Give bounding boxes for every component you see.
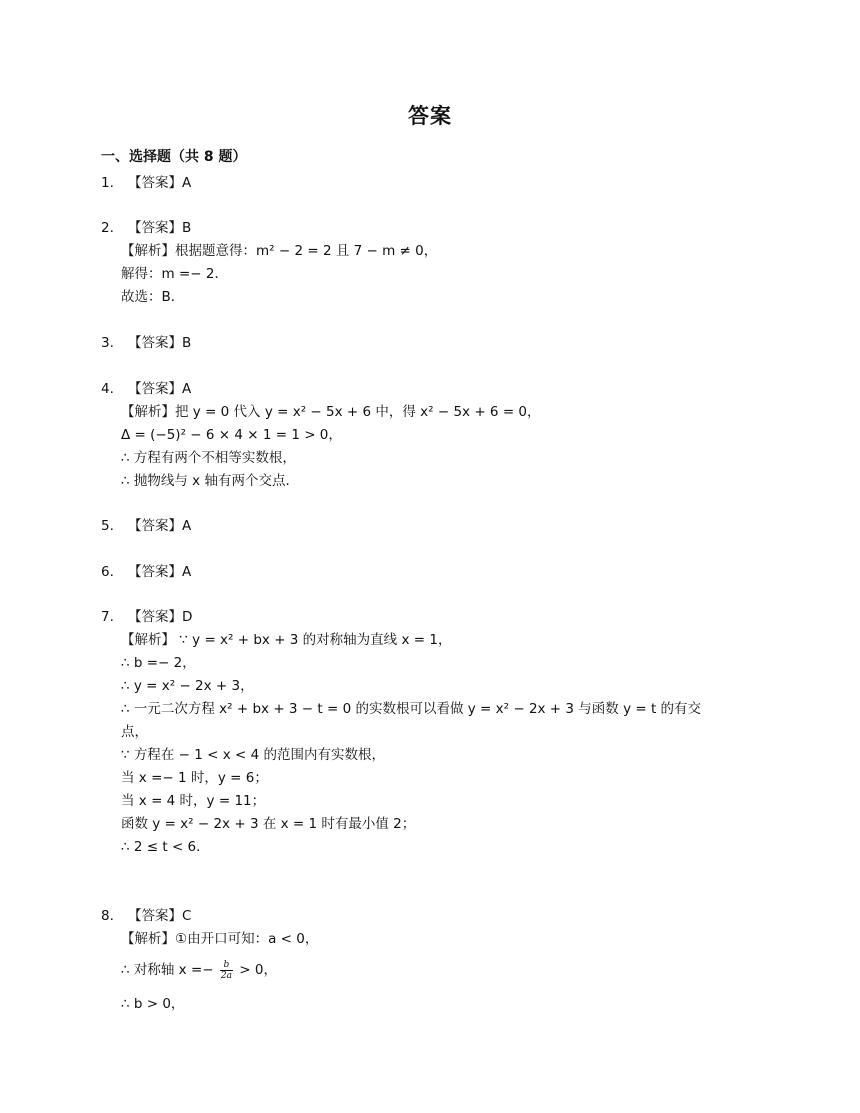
question-number: 1. <box>101 175 114 191</box>
explanation-line: 故选：B． <box>121 289 185 305</box>
explanation-line: ∴ 一元二次方程 x² + bx + 3 − t = 0 的实数根可以看做 y = x² − 2x + 3 与函数 y = t 的有交 <box>121 701 702 717</box>
answer-label: 【答案】C <box>128 908 192 924</box>
fraction-numerator: b <box>220 960 233 971</box>
question-8 <box>101 905 318 1016</box>
explanation-line: Δ = (−5)² − 6 × 4 × 1 = 1 > 0， <box>121 427 342 443</box>
explanation-line: ∴ 抛物线与 x 轴有两个交点． <box>121 473 299 489</box>
answer-label: 【答案】D <box>128 609 193 625</box>
question-number: 2. <box>101 220 114 236</box>
symmetry-prefix: ∴ 对称轴 x =− <box>121 962 214 978</box>
answer-label: 【答案】A <box>128 381 192 397</box>
answer-label: 【答案】B <box>128 335 192 351</box>
explanation-line: 点， <box>121 724 148 740</box>
explanation-line: 【解析】①由开口可知：a < 0， <box>121 931 319 947</box>
question-2 <box>101 217 437 309</box>
question-number: 5. <box>101 518 114 534</box>
answer-label: 【答案】A <box>128 518 192 534</box>
explanation-line: 【解析】根据题意得：m² − 2 = 2 且 7 − m ≠ 0， <box>121 243 438 259</box>
question-5 <box>101 515 191 538</box>
explanation-line: ∴ b =− 2， <box>121 655 196 671</box>
page-title: 答案 <box>408 104 452 128</box>
question-6 <box>101 561 191 584</box>
explanation-line: 函数 y = x² − 2x + 3 在 x = 1 时有最小值 2； <box>121 816 416 832</box>
question-4 <box>101 378 541 493</box>
answer-label: 【答案】B <box>128 220 192 236</box>
fraction <box>220 960 233 981</box>
question-number: 7. <box>101 609 114 625</box>
question-number: 3. <box>101 335 114 351</box>
question-7 <box>101 606 701 859</box>
answer-label: 【答案】A <box>128 564 192 580</box>
symmetry-suffix: > 0， <box>239 962 277 978</box>
explanation-line: ∵ 方程在 − 1 < x < 4 的范围内有实数根， <box>121 747 386 763</box>
fraction-denominator: 2a <box>220 970 232 981</box>
question-number: 8. <box>101 908 114 924</box>
explanation-line: ∴ b > 0， <box>121 996 185 1012</box>
answer-label: 【答案】A <box>128 175 192 191</box>
explanation-line: ∴ 方程有两个不相等实数根， <box>121 450 296 466</box>
explanation-line: 【解析】 ∵ y = x² + bx + 3 的对称轴为直线 x = 1， <box>121 632 452 648</box>
question-1 <box>101 172 191 195</box>
explanation-line: 当 x =− 1 时，y = 6； <box>121 770 268 786</box>
question-number: 6. <box>101 564 114 580</box>
explanation-line: ∴ y = x² − 2x + 3， <box>121 678 254 694</box>
symmetry-axis-line <box>101 951 318 989</box>
question-number: 4. <box>101 381 114 397</box>
explanation-line: 解得：m =− 2． <box>121 266 228 282</box>
explanation-line: ∴ 2 ≤ t < 6． <box>121 839 210 855</box>
section-heading: 一、选择题（共 8 题） <box>101 149 247 165</box>
question-3 <box>101 332 191 355</box>
explanation-line: 当 x = 4 时，y = 11； <box>121 793 266 809</box>
explanation-line: 【解析】把 y = 0 代入 y = x² − 5x + 6 中，得 x² − 5x + 6 = 0， <box>121 404 541 420</box>
